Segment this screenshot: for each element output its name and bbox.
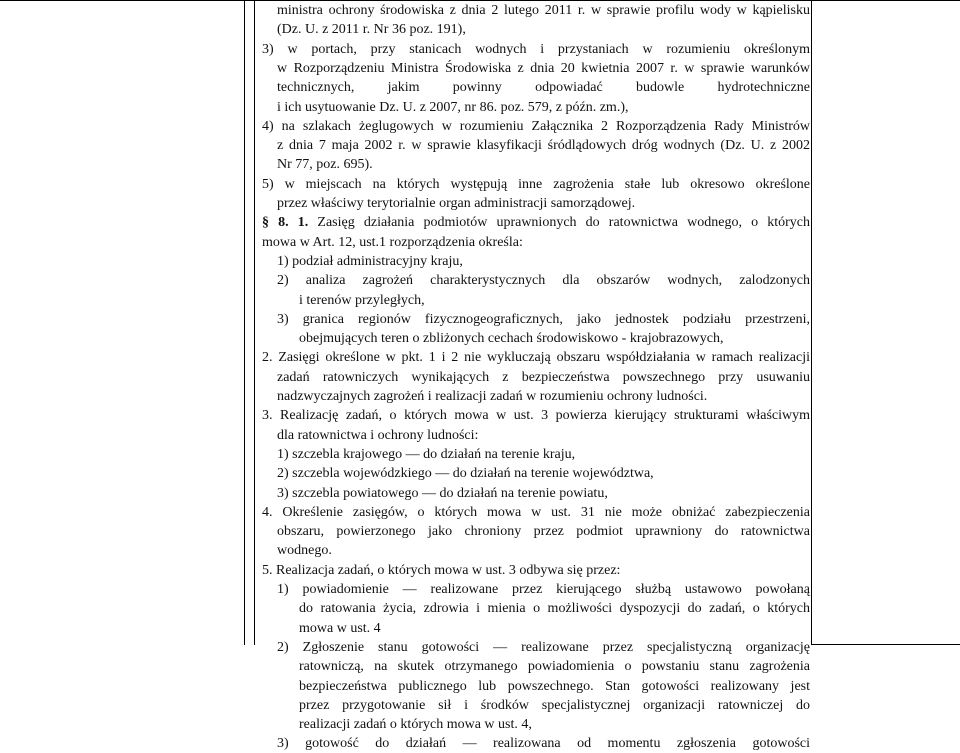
text-line: Nr 77, poz. 695). bbox=[277, 157, 373, 173]
section-number: § 8. 1. bbox=[262, 215, 309, 231]
text-line: 3) w portach, przy stanicach wodnych i przystaniach w rozumieniu określonym bbox=[262, 41, 810, 57]
text-line: ministra ochrony środowiska z dnia 2 lutego 2011 r. w sprawie profilu wody w kąpielisku bbox=[277, 3, 810, 18]
text-line: 2) Zgłoszenie stanu gotowości — realizowane przez specjalistyczną organizację bbox=[277, 639, 810, 655]
text-line: 2) analiza zagrożeń charakterystycznych dla obszarów wodnych, zalodzonych bbox=[277, 273, 810, 289]
text-line: i ich usytuowanie Dz. U. z 2007, nr 86. poz. 579, z późn. zm.), bbox=[277, 99, 629, 115]
text-line: 3. Realizację zadań, o których mowa w ust. 3 powierza kierujący strukturami właściwym bbox=[262, 408, 810, 424]
document-text-cell bbox=[262, 0, 811, 752]
text-line: 2. Zasięgi określone w pkt. 1 i 2 nie wykluczają obszaru współdziałania w ramach realizacji bbox=[262, 350, 810, 366]
text-line: do ratowania życia, zdrowia i mienia o możliwości dyspozycji do zadań, o których bbox=[299, 601, 810, 617]
text-line: w Rozporządzeniu Ministra Środowiska z dnia 20 kwietnia 2007 r. w sprawie warunków bbox=[277, 60, 810, 76]
text-line: 4) na szlakach żeglugowych w rozumieniu Załącznika 2 Rozporządzenia Rady Ministrów bbox=[262, 118, 810, 134]
text-line: 5) w miejscach na których występują inne zagrożenia stałe lub okresowo określone bbox=[262, 176, 810, 192]
text-line: 3) szczebla powiatowego — do działań na terenie powiatu, bbox=[277, 485, 608, 501]
text-line: przez przygotowanie sił i środków specjalistycznej organizacji ratowniczej do bbox=[299, 697, 810, 713]
text-line: 4. Określenie zasięgów, o których mowa w ust. 31 nie może obniżać zabezpieczenia bbox=[262, 504, 810, 520]
text-line: 3) granica regionów fizycznogeograficznych, jako jednostek podziału przestrzeni, bbox=[277, 311, 810, 327]
text-line: zadań ratowniczych wynikających z bezpieczeństwa powszechnego przy usuwaniu bbox=[277, 369, 810, 385]
text-line: 1) podział administracyjny kraju, bbox=[277, 253, 463, 269]
text-line: technicznych, jakim powinny odpowiadać budowle hydrotechniczne bbox=[277, 80, 810, 96]
text-line: z dnia 7 maja 2002 r. w sprawie klasyfikacji śródlądowych dróg wodnych (Dz. U. z 2002 bbox=[277, 138, 810, 154]
text-line: przez właściwy terytorialnie organ administracji samorządowej. bbox=[277, 196, 636, 211]
text-line: nadzwyczajnych zagrożeń i realizacji zadań w rozumieniu ochrony ludności. bbox=[277, 389, 708, 404]
text-line: 1) powiadomienie — realizowane przez kierującego służbą ustawowo powołaną bbox=[277, 582, 810, 597]
section-text: Zasięg działania podmiotów uprawnionych do ratownictwa wodnego, o których bbox=[308, 215, 811, 231]
text-line: 3) gotowość do działań — realizowana od momentu zgłoszenia gotowości bbox=[277, 736, 810, 752]
text-line: realizacji zadań o których mowa w ust. 4, bbox=[299, 717, 532, 733]
text-line: ratowniczą, na skutek otrzymanego powiadomienia o powstaniu stanu zagrożenia bbox=[299, 659, 810, 675]
text-line: i terenów przyległych, bbox=[299, 292, 425, 308]
text-line: (Dz. U. z 2011 r. Nr 36 poz. 191), bbox=[277, 22, 466, 38]
text-line bbox=[262, 213, 810, 232]
text-line: dla ratownictwa i ochrony ludności: bbox=[277, 427, 479, 443]
text-line: 2) szczebla wojewódzkiego — do działań na terenie województwa, bbox=[277, 466, 654, 482]
text-line: obejmujących teren o zbliżonych cechach środowiskowo - krajobrazowych, bbox=[299, 331, 724, 347]
text-line: 1) szczebla krajowego — do działań na terenie kraju, bbox=[277, 446, 576, 462]
table-border-left bbox=[244, 0, 245, 645]
table-border-inner bbox=[254, 0, 255, 645]
table-border-right bbox=[811, 0, 812, 645]
text-line: 5. Realizacja zadań, o których mowa w ust. 3 odbywa się przez: bbox=[262, 562, 621, 578]
text-line: bezpieczeństwa publicznego lub powszechnego. Stan gotowości realizowany jest bbox=[299, 678, 810, 694]
text-line: obszaru, powierzonego jako chroniony przez podmiot uprawniony do ratownictwa bbox=[277, 524, 810, 540]
text-line: wodnego. bbox=[277, 543, 332, 559]
text-line: mowa w Art. 12, ust.1 rozporządzenia określa: bbox=[262, 234, 523, 250]
table-border-bottom bbox=[811, 644, 960, 645]
text-line: mowa w ust. 4 bbox=[299, 620, 381, 636]
